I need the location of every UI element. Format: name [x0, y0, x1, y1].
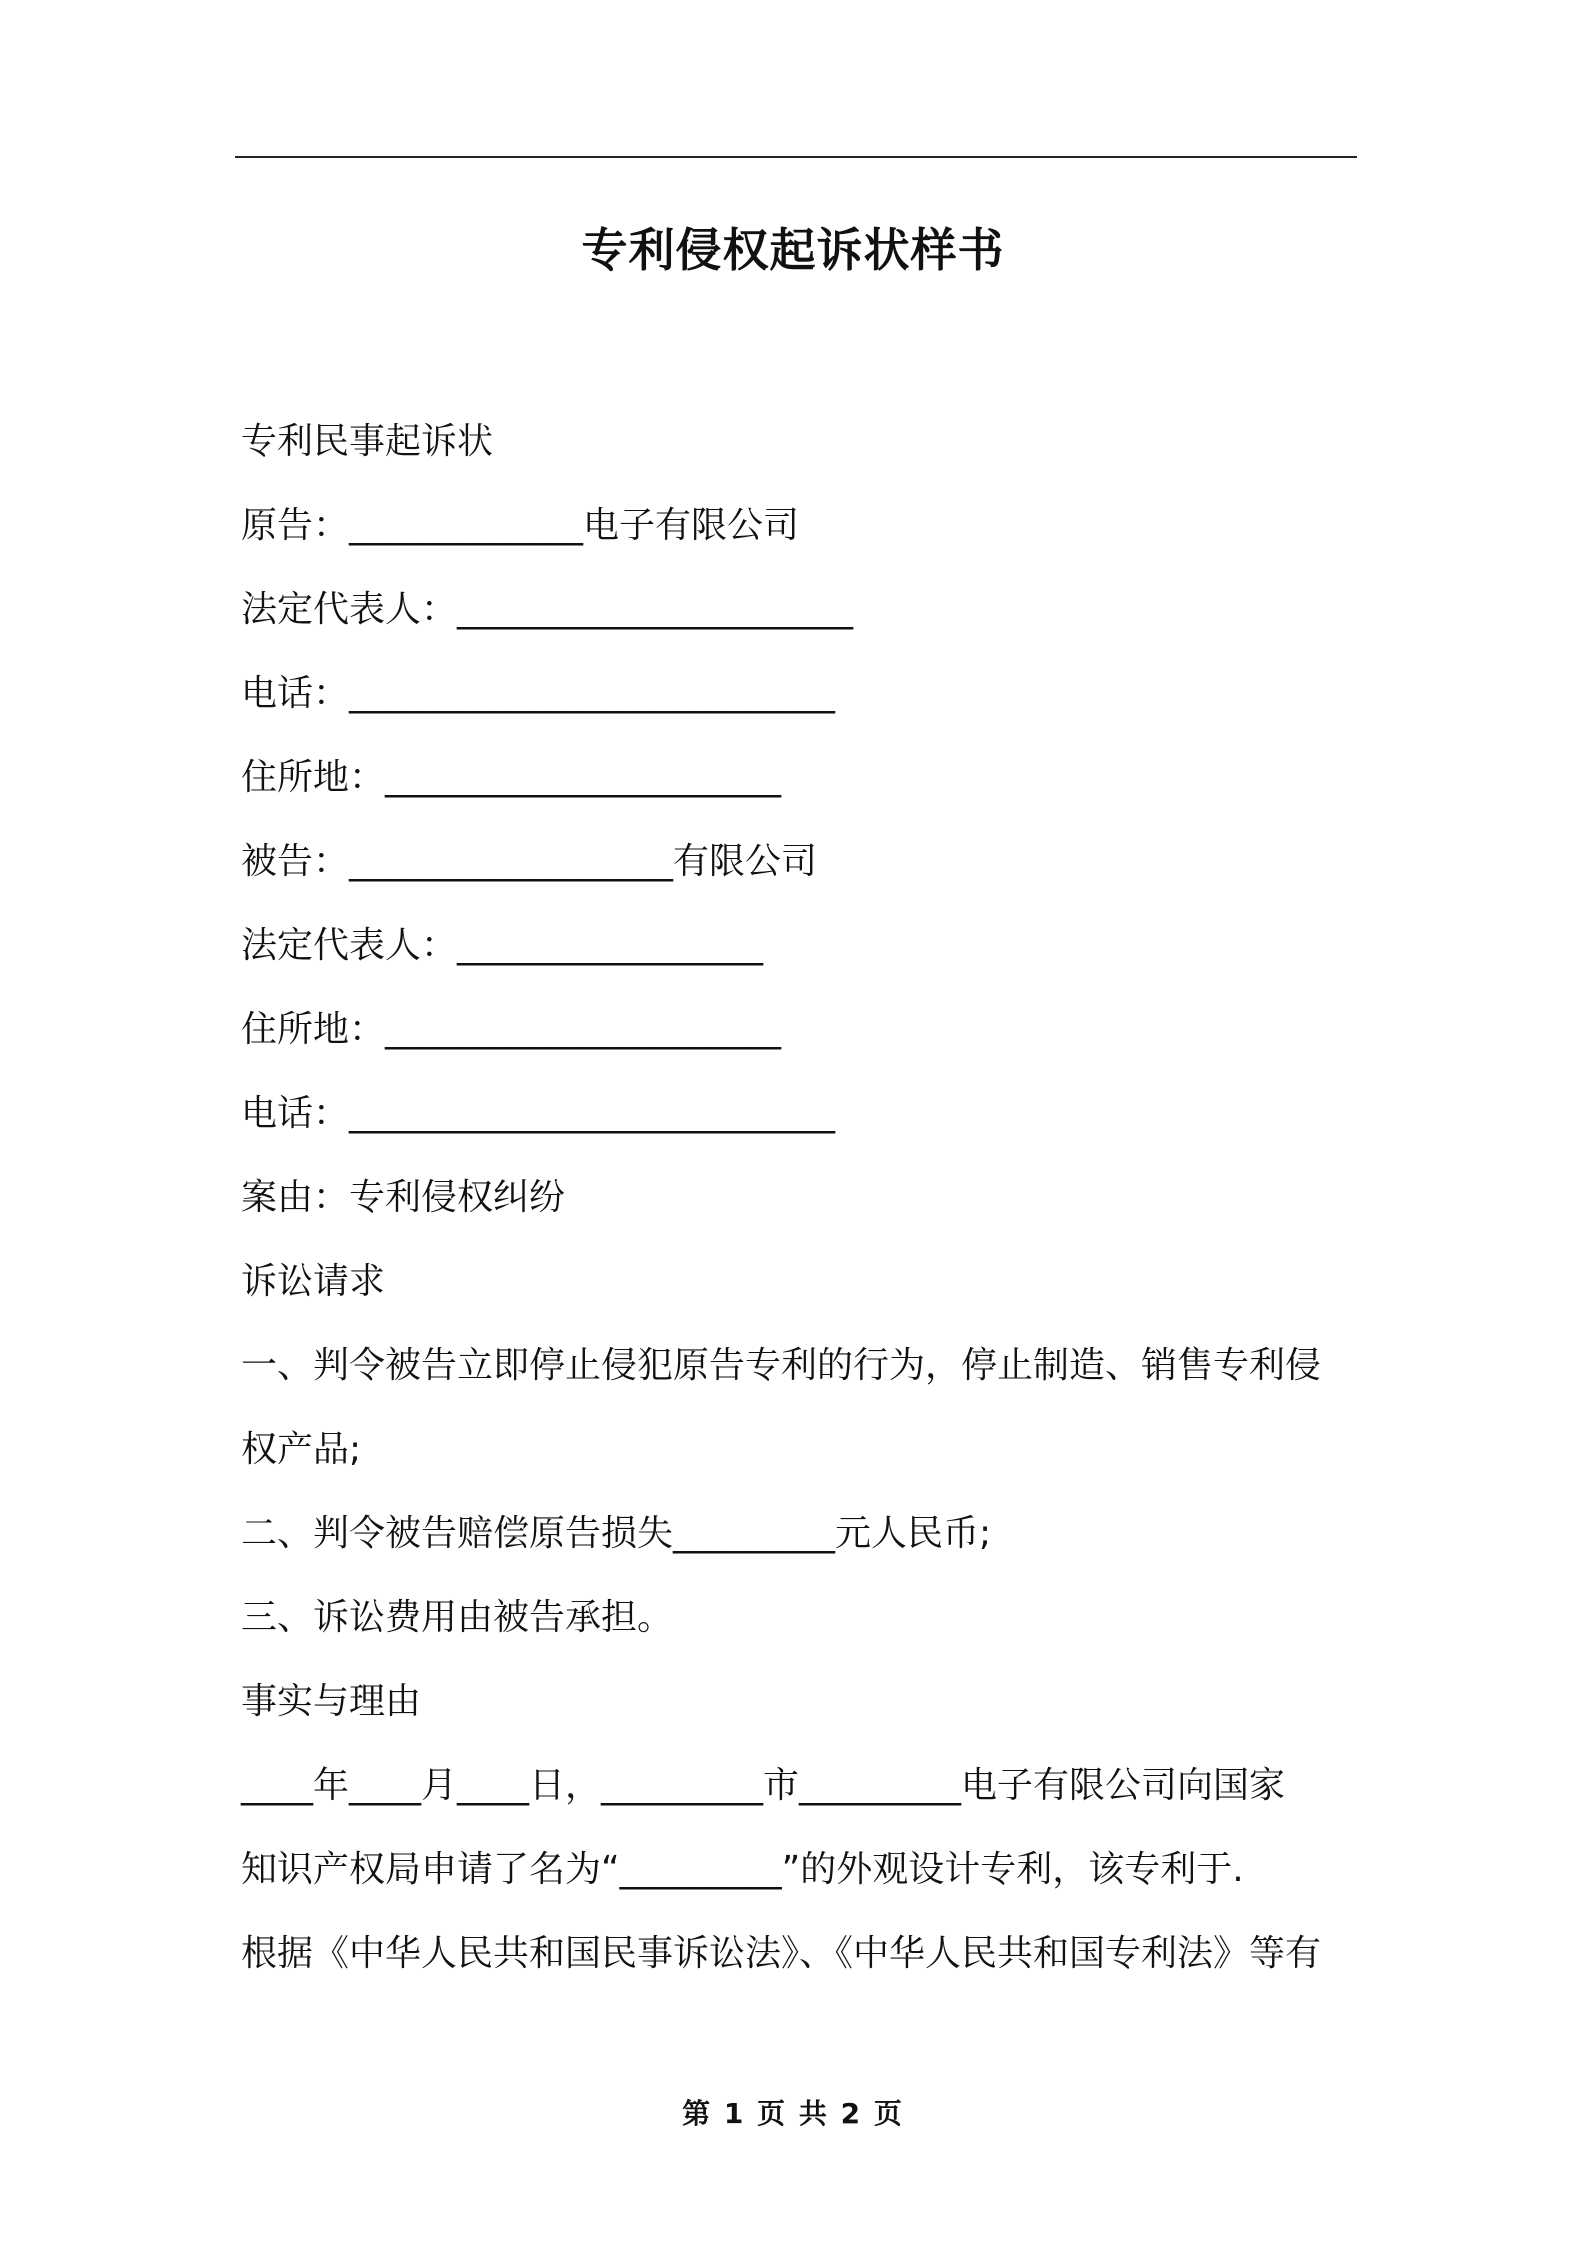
- defendant-phone-line: 电话：___________________________: [241, 1093, 836, 1134]
- plaintiff-legal-rep-line: 法定代表人：______________________: [241, 589, 854, 630]
- claim-one-continuation: 权产品;: [241, 1429, 362, 1470]
- document-body: [241, 400, 1361, 1996]
- plaintiff-phone-line: 电话：___________________________: [241, 673, 836, 714]
- section-heading-facts: 事实与理由: [241, 1681, 422, 1722]
- plaintiff-line: 原告：_____________电子有限公司: [241, 505, 800, 546]
- claim-two-line: 二、判令被告赔偿原告损失_________元人民币;: [241, 1513, 992, 1554]
- claim-three-line: 三、诉讼费用由被告承担。: [241, 1597, 674, 1638]
- claim-one-line: 一、判令被告立即停止侵犯原告专利的行为，停止制造、销售专利侵: [241, 1345, 1322, 1386]
- defendant-line: 被告：__________________有限公司: [241, 841, 818, 882]
- case-cause-line: 案由：专利侵权纠纷: [241, 1177, 566, 1218]
- section-heading-complaint: 专利民事起诉状: [241, 421, 494, 462]
- facts-paragraph-line: 根据《中华人民共和国民事诉讼法》、《中华人民共和国专利法》等有: [241, 1933, 1322, 1974]
- facts-paragraph-line: ____年____月____日，_________市_________电子有限公司向国家: [241, 1765, 1286, 1806]
- section-heading-claims: 诉讼请求: [241, 1261, 386, 1302]
- facts-paragraph-line: 知识产权局申请了名为“_________”的外观设计专利，该专利于.: [241, 1849, 1244, 1890]
- document-title: 专利侵权起诉状样书: [581, 223, 1005, 277]
- defendant-address-line: 住所地：______________________: [241, 1009, 782, 1050]
- plaintiff-address-line: 住所地：______________________: [241, 757, 782, 798]
- defendant-legal-rep-line: 法定代表人：_________________: [241, 925, 764, 966]
- header-rule: [235, 156, 1357, 158]
- page-number-footer: 第 1 页 共 2 页: [682, 2097, 904, 2130]
